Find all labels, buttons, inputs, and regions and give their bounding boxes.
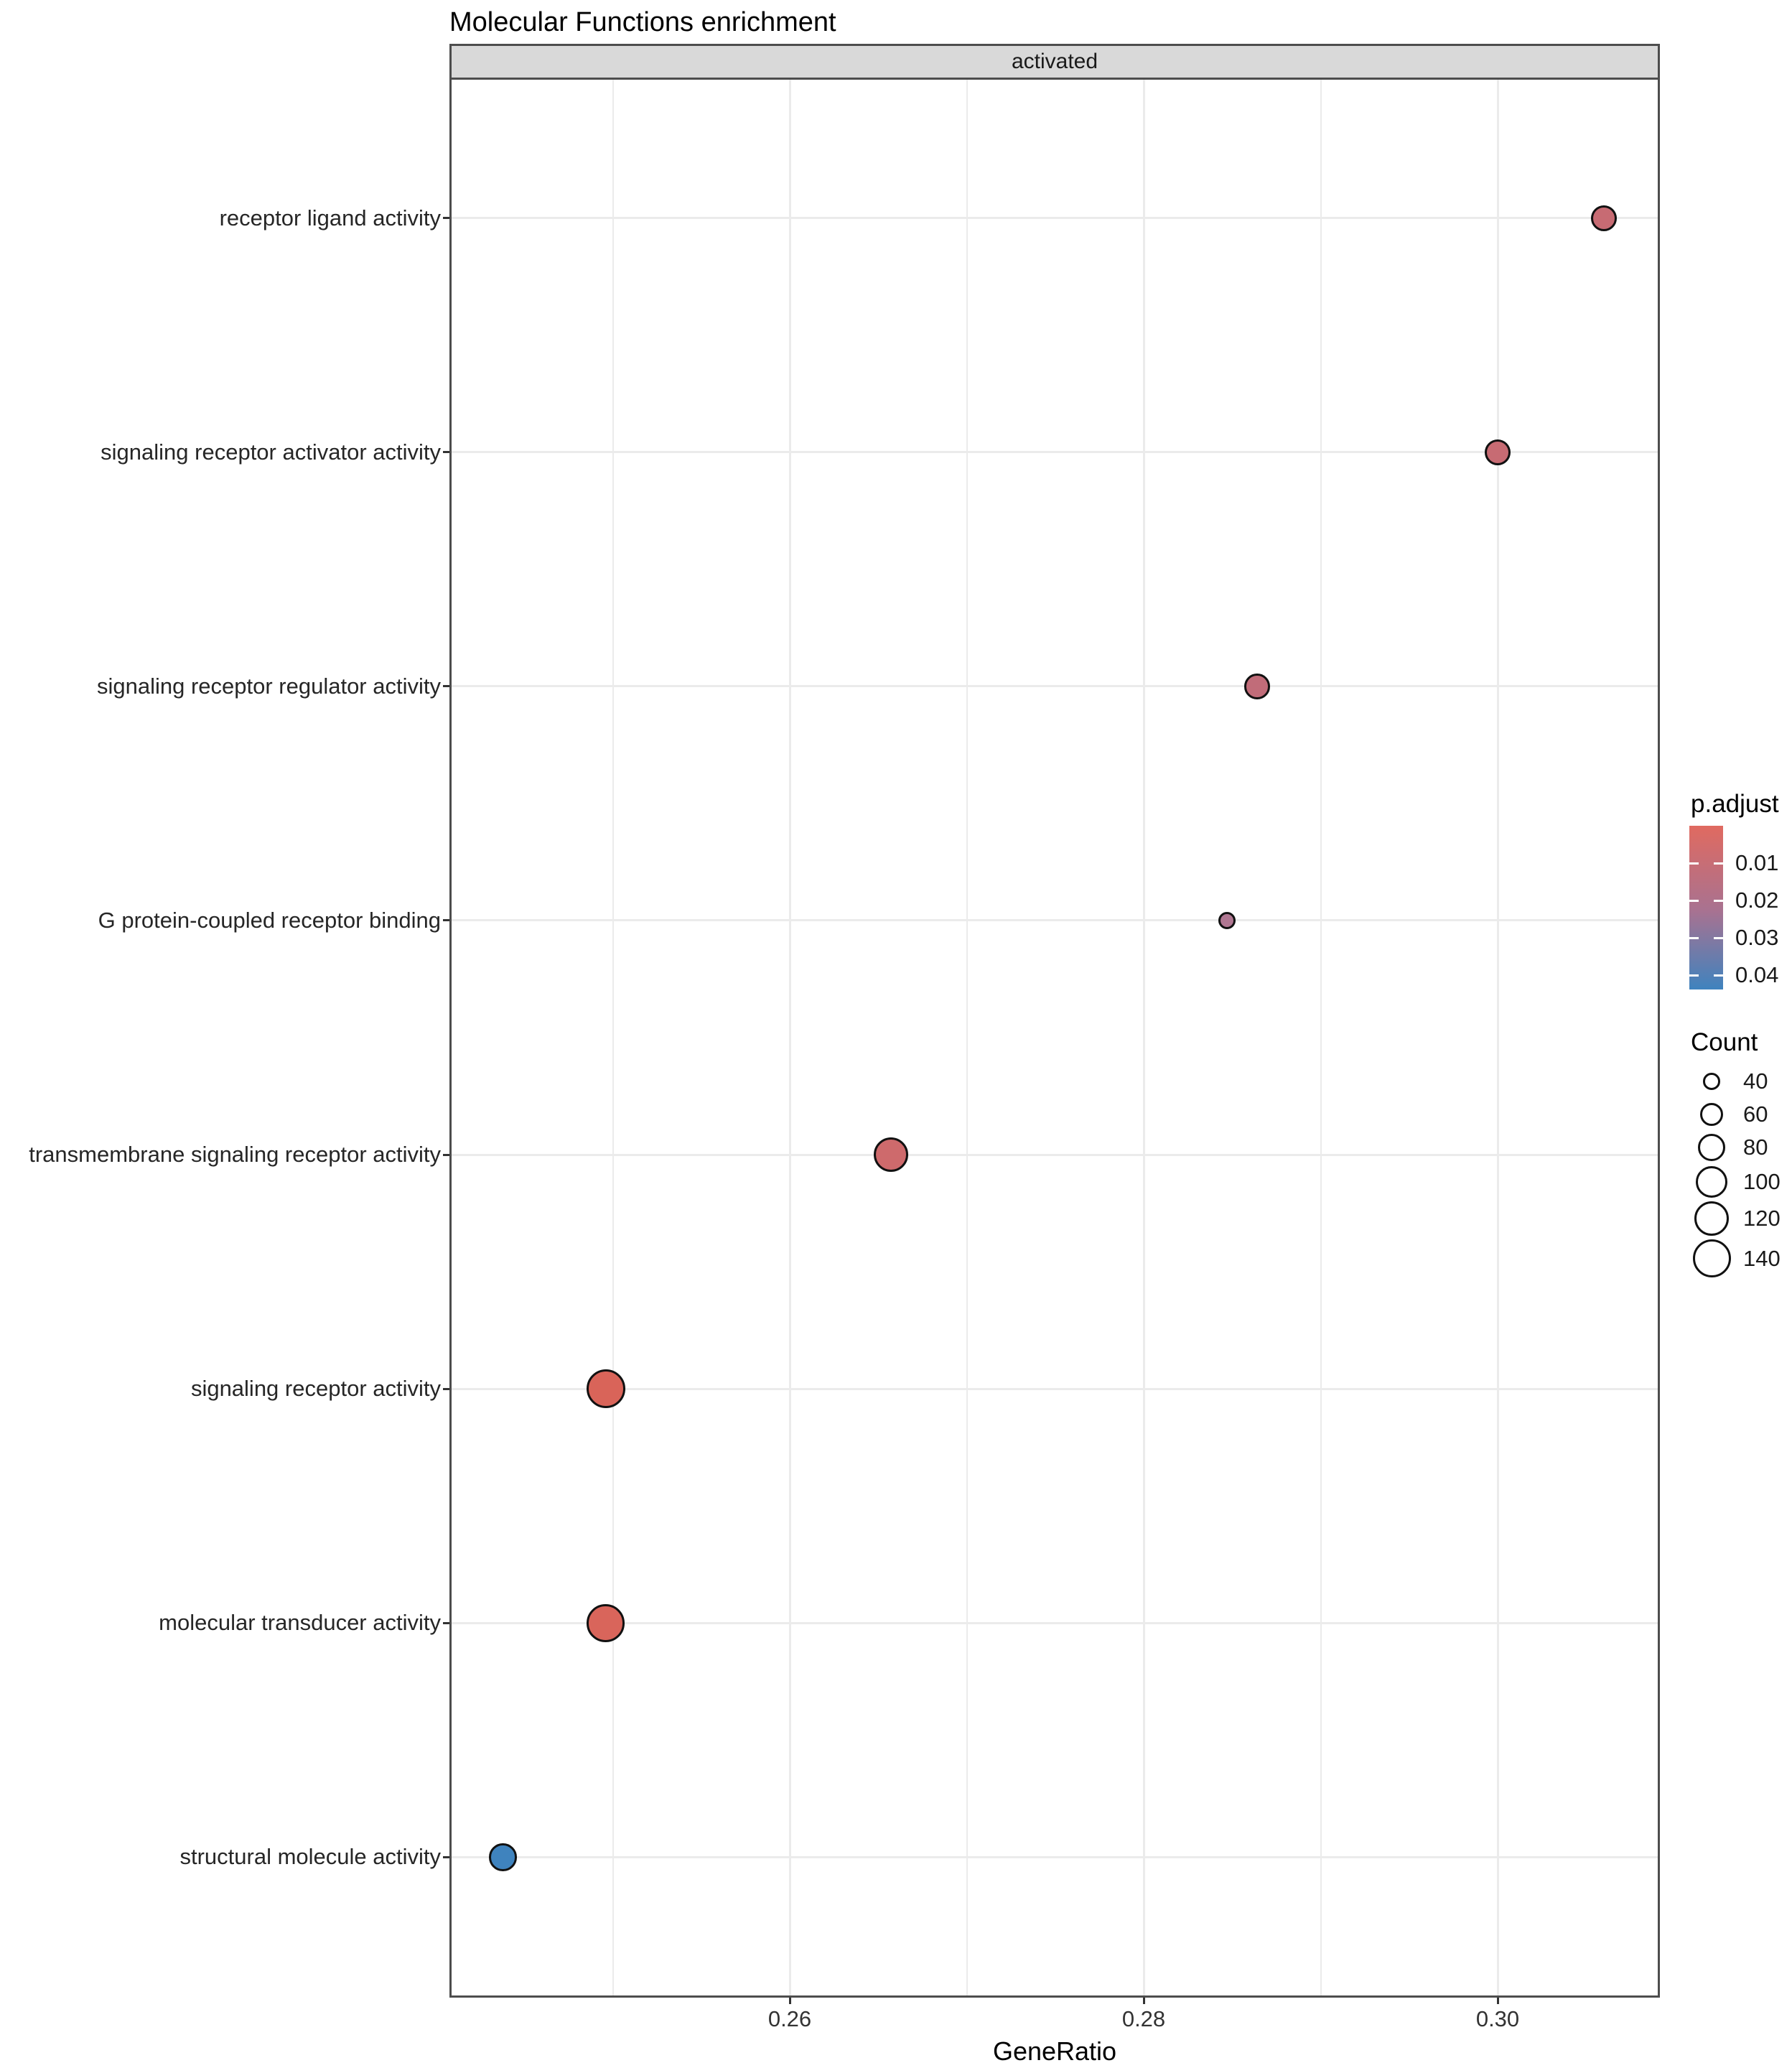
facet-strip (449, 44, 1660, 80)
count-legend-label: 100 (1743, 1168, 1781, 1194)
count-legend-circle (1694, 1201, 1729, 1236)
colorbar-tick (1714, 862, 1723, 865)
gridline-v-major (789, 80, 791, 1995)
y-axis-tick (443, 217, 449, 219)
data-point (489, 1843, 517, 1871)
y-axis-tick (443, 1388, 449, 1390)
y-axis-label: signaling receptor activator activity (101, 439, 441, 465)
gridline-h (452, 1388, 1658, 1390)
count-legend-circle (1693, 1239, 1731, 1277)
plot-title: Molecular Functions enrichment (449, 7, 836, 37)
colorbar-tick (1689, 937, 1699, 939)
count-legend-label: 120 (1743, 1206, 1781, 1231)
y-axis-label: signaling receptor regulator activity (96, 673, 441, 699)
count-legend-label: 60 (1743, 1101, 1768, 1127)
data-point (874, 1137, 908, 1172)
y-axis-tick (443, 685, 449, 687)
gridline-v-minor (966, 80, 968, 1995)
gridline-h (452, 1154, 1658, 1156)
count-legend-circle (1703, 1073, 1720, 1090)
gridline-v-major (1143, 80, 1145, 1995)
x-axis-tick (789, 1998, 791, 2004)
gridline-h (452, 217, 1658, 219)
colorbar-tick (1689, 862, 1699, 865)
padjust-legend-title: p.adjust (1691, 790, 1779, 818)
x-axis-title: GeneRatio (992, 2036, 1117, 2066)
x-axis-tick-label: 0.30 (1475, 2006, 1520, 2031)
colorbar-tick-label: 0.02 (1735, 888, 1779, 913)
colorbar-tick-label: 0.03 (1735, 925, 1779, 951)
gridline-v-minor (612, 80, 614, 1995)
x-axis-tick-label: 0.26 (767, 2006, 812, 2031)
data-point (1485, 439, 1511, 465)
colorbar-tick (1714, 974, 1723, 977)
x-axis-tick (1143, 1998, 1145, 2004)
x-axis-tick (1497, 1998, 1499, 2004)
padjust-colorbar (1689, 826, 1723, 989)
x-axis-tick-label: 0.28 (1121, 2006, 1166, 2031)
colorbar-tick-label: 0.01 (1735, 850, 1779, 876)
y-axis-label: transmembrane signaling receptor activity (29, 1142, 441, 1168)
colorbar-tick (1689, 900, 1699, 902)
data-point (587, 1604, 625, 1642)
colorbar-tick (1689, 974, 1699, 977)
gridline-h (452, 451, 1658, 453)
count-legend-circle (1700, 1103, 1723, 1126)
y-axis-tick (443, 1856, 449, 1858)
y-axis-label: structural molecule activity (179, 1844, 441, 1870)
y-axis-label: receptor ligand activity (219, 205, 441, 230)
count-legend-label: 140 (1743, 1245, 1781, 1271)
y-axis-tick (443, 451, 449, 453)
count-legend-circle (1698, 1134, 1726, 1162)
y-axis-tick (443, 919, 449, 921)
plot-panel (449, 78, 1660, 1998)
gridline-h (452, 685, 1658, 687)
gridline-v-minor (1320, 80, 1322, 1995)
gridline-v-major (1497, 80, 1499, 1995)
y-axis-label: signaling receptor activity (190, 1376, 441, 1402)
count-legend-circle (1696, 1166, 1728, 1198)
count-legend-label: 80 (1743, 1135, 1768, 1160)
count-legend-label: 40 (1743, 1068, 1768, 1094)
gridline-h (452, 1856, 1658, 1858)
gridline-h (452, 1622, 1658, 1624)
y-axis-tick (443, 1154, 449, 1156)
count-legend-title: Count (1691, 1028, 1758, 1056)
colorbar-tick (1714, 937, 1723, 939)
y-axis-label: molecular transducer activity (159, 1610, 441, 1636)
colorbar-tick-label: 0.04 (1735, 962, 1779, 988)
data-point (587, 1369, 625, 1408)
gridline-h (452, 919, 1658, 921)
colorbar-tick (1714, 900, 1723, 902)
y-axis-label: G protein-coupled receptor binding (98, 907, 441, 933)
data-point (1591, 205, 1617, 231)
facet-strip-label: activated (1011, 50, 1098, 73)
y-axis-tick (443, 1622, 449, 1624)
data-point (1244, 674, 1270, 699)
